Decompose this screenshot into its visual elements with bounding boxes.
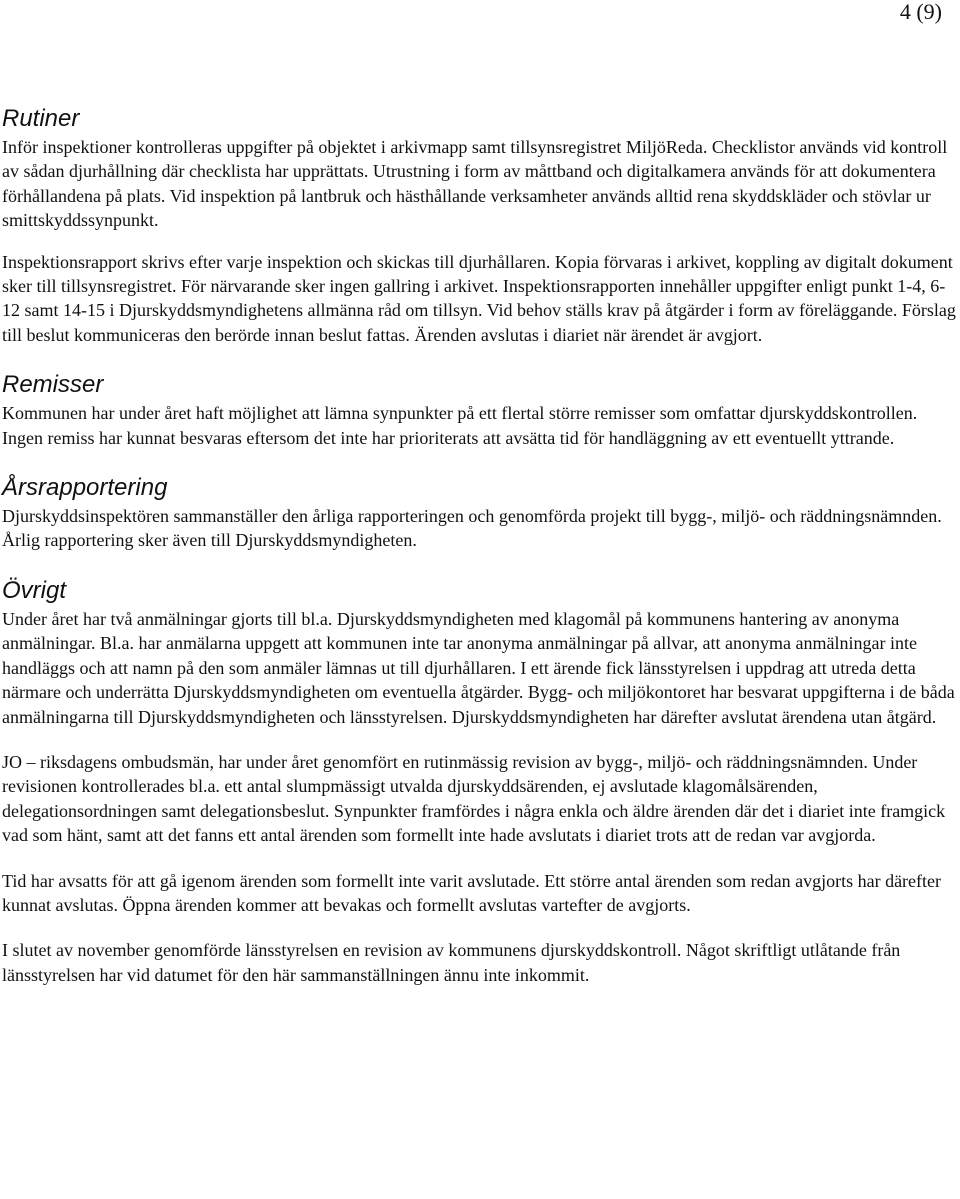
section-heading-rutiner: Rutiner <box>2 105 80 132</box>
paragraph: Inspektionsrapport skrivs efter varje inspektion och skickas till djurhållaren. Kopia förvaras i arkivet, koppling av digitalt dokument sker till tillsynsregistret. För närvarande sker ingen gallring i arkivet. Inspektionsrapporten innehåller uppgifter enligt punkt 1-4, 6-12 samt 14-15 i Djurskyddsmyndighetens allmänna råd om tillsyn. Vid behov ställs krav på åtgärder i form av föreläggande. Förslag till beslut kommuniceras den berörde innan beslut fattas. Ärenden avslutas i diariet när ärendet är avgjort. <box>2 251 956 345</box>
section-remisser <box>2 371 957 450</box>
paragraph: Kommunen har under året haft möjlighet att lämna synpunkter på ett flertal större remisser som omfattar djurskyddskontrollen. Ingen remiss har kunnat besvaras eftersom det inte har prioriterats att avsätta tid för handläggning av ett eventuellt yttrande. <box>2 403 918 448</box>
section-rutiner <box>2 105 957 347</box>
section-heading-arsrapportering: Årsrapportering <box>2 474 168 502</box>
section-arsrapportering <box>2 474 957 553</box>
document-body <box>2 105 957 987</box>
section-heading-ovrigt: Övrigt <box>2 576 67 604</box>
paragraph: Under året har två anmälningar gjorts till bl.a. Djurskyddsmyndigheten med klagomål på kommunens hantering av anonyma anmälningar. Bl.a. har anmälarna uppgett att kommunen inte tar anonyma anmälningar på allvar, att anonyma anmälningar inte handläggs och att namn på den som anmäler lämnas ut till djurhållaren. I ett ärende fick länsstyrelsen i uppdrag att utreda detta närmare och underrätta Djurskyddsmyndigheten om eventuella åtgärder. Bygg- och miljökontoret har besvarat uppgifterna i de båda anmälningarna till Djurskyddsmyndigheten och länsstyrelsen. Djurskyddsmyndigheten har därefter avslutat ärendena utan åtgärd. <box>2 608 955 727</box>
paragraph: Djurskyddsinspektören sammanställer den årliga rapporteringen och genomförda projekt till bygg-, miljö- och räddningsnämnden. Årlig rapportering sker även till Djurskyddsmyndigheten. <box>2 506 942 551</box>
page-number: 4 (9) <box>899 0 942 24</box>
paragraph: I slutet av november genomförde länsstyrelsen en revision av kommunens djurskyddskontroll. Något skriftligt utlåtande från länsstyrelsen har vid datumet för den här sammanställningen ännu inte inkommit. <box>2 940 901 985</box>
paragraph: Tid har avsatts för att gå igenom ärenden som formellt inte varit avslutade. Ett större antal ärenden som redan avgjorts har därefter kunnat avslutas. Öppna ärenden kommer att bevakas och formellt avslutas vartefter de avgjorts. <box>2 870 942 915</box>
paragraph: JO – riksdagens ombudsmän, har under året genomfört en rutinmässig revision av bygg-, miljö- och räddningsnämnden. Under revisionen kontrollerades bl.a. ett antal slumpmässigt utvalda djurskyddsärenden, ej avslutade klagomålsärenden, delegationsordningen samt delegationsbeslut. Synpunkter framfördes i några enkla och äldre ärenden där det i diariet inte framgick vad som hänt, samt att det fanns ett antal ärenden som formellt inte hade avslutats i diariet trots att de redan var avgjorda. <box>2 751 946 846</box>
section-heading-remisser: Remisser <box>2 371 104 399</box>
paragraph: Inför inspektioner kontrolleras uppgifter på objektet i arkivmapp samt tillsynsregistret MiljöReda. Checklistor används vid kontroll av sådan djurhållning där checklista har upprättats. Utrustning i form av måttband och digitalkamera används för att dokumentera förhållandena på plats. Vid inspektion på lantbruk och hästhållande verksamheter används alltid rena skyddskläder och stövlar ur smittskyddssynpunkt. <box>2 137 948 231</box>
section-ovrigt <box>2 577 957 987</box>
